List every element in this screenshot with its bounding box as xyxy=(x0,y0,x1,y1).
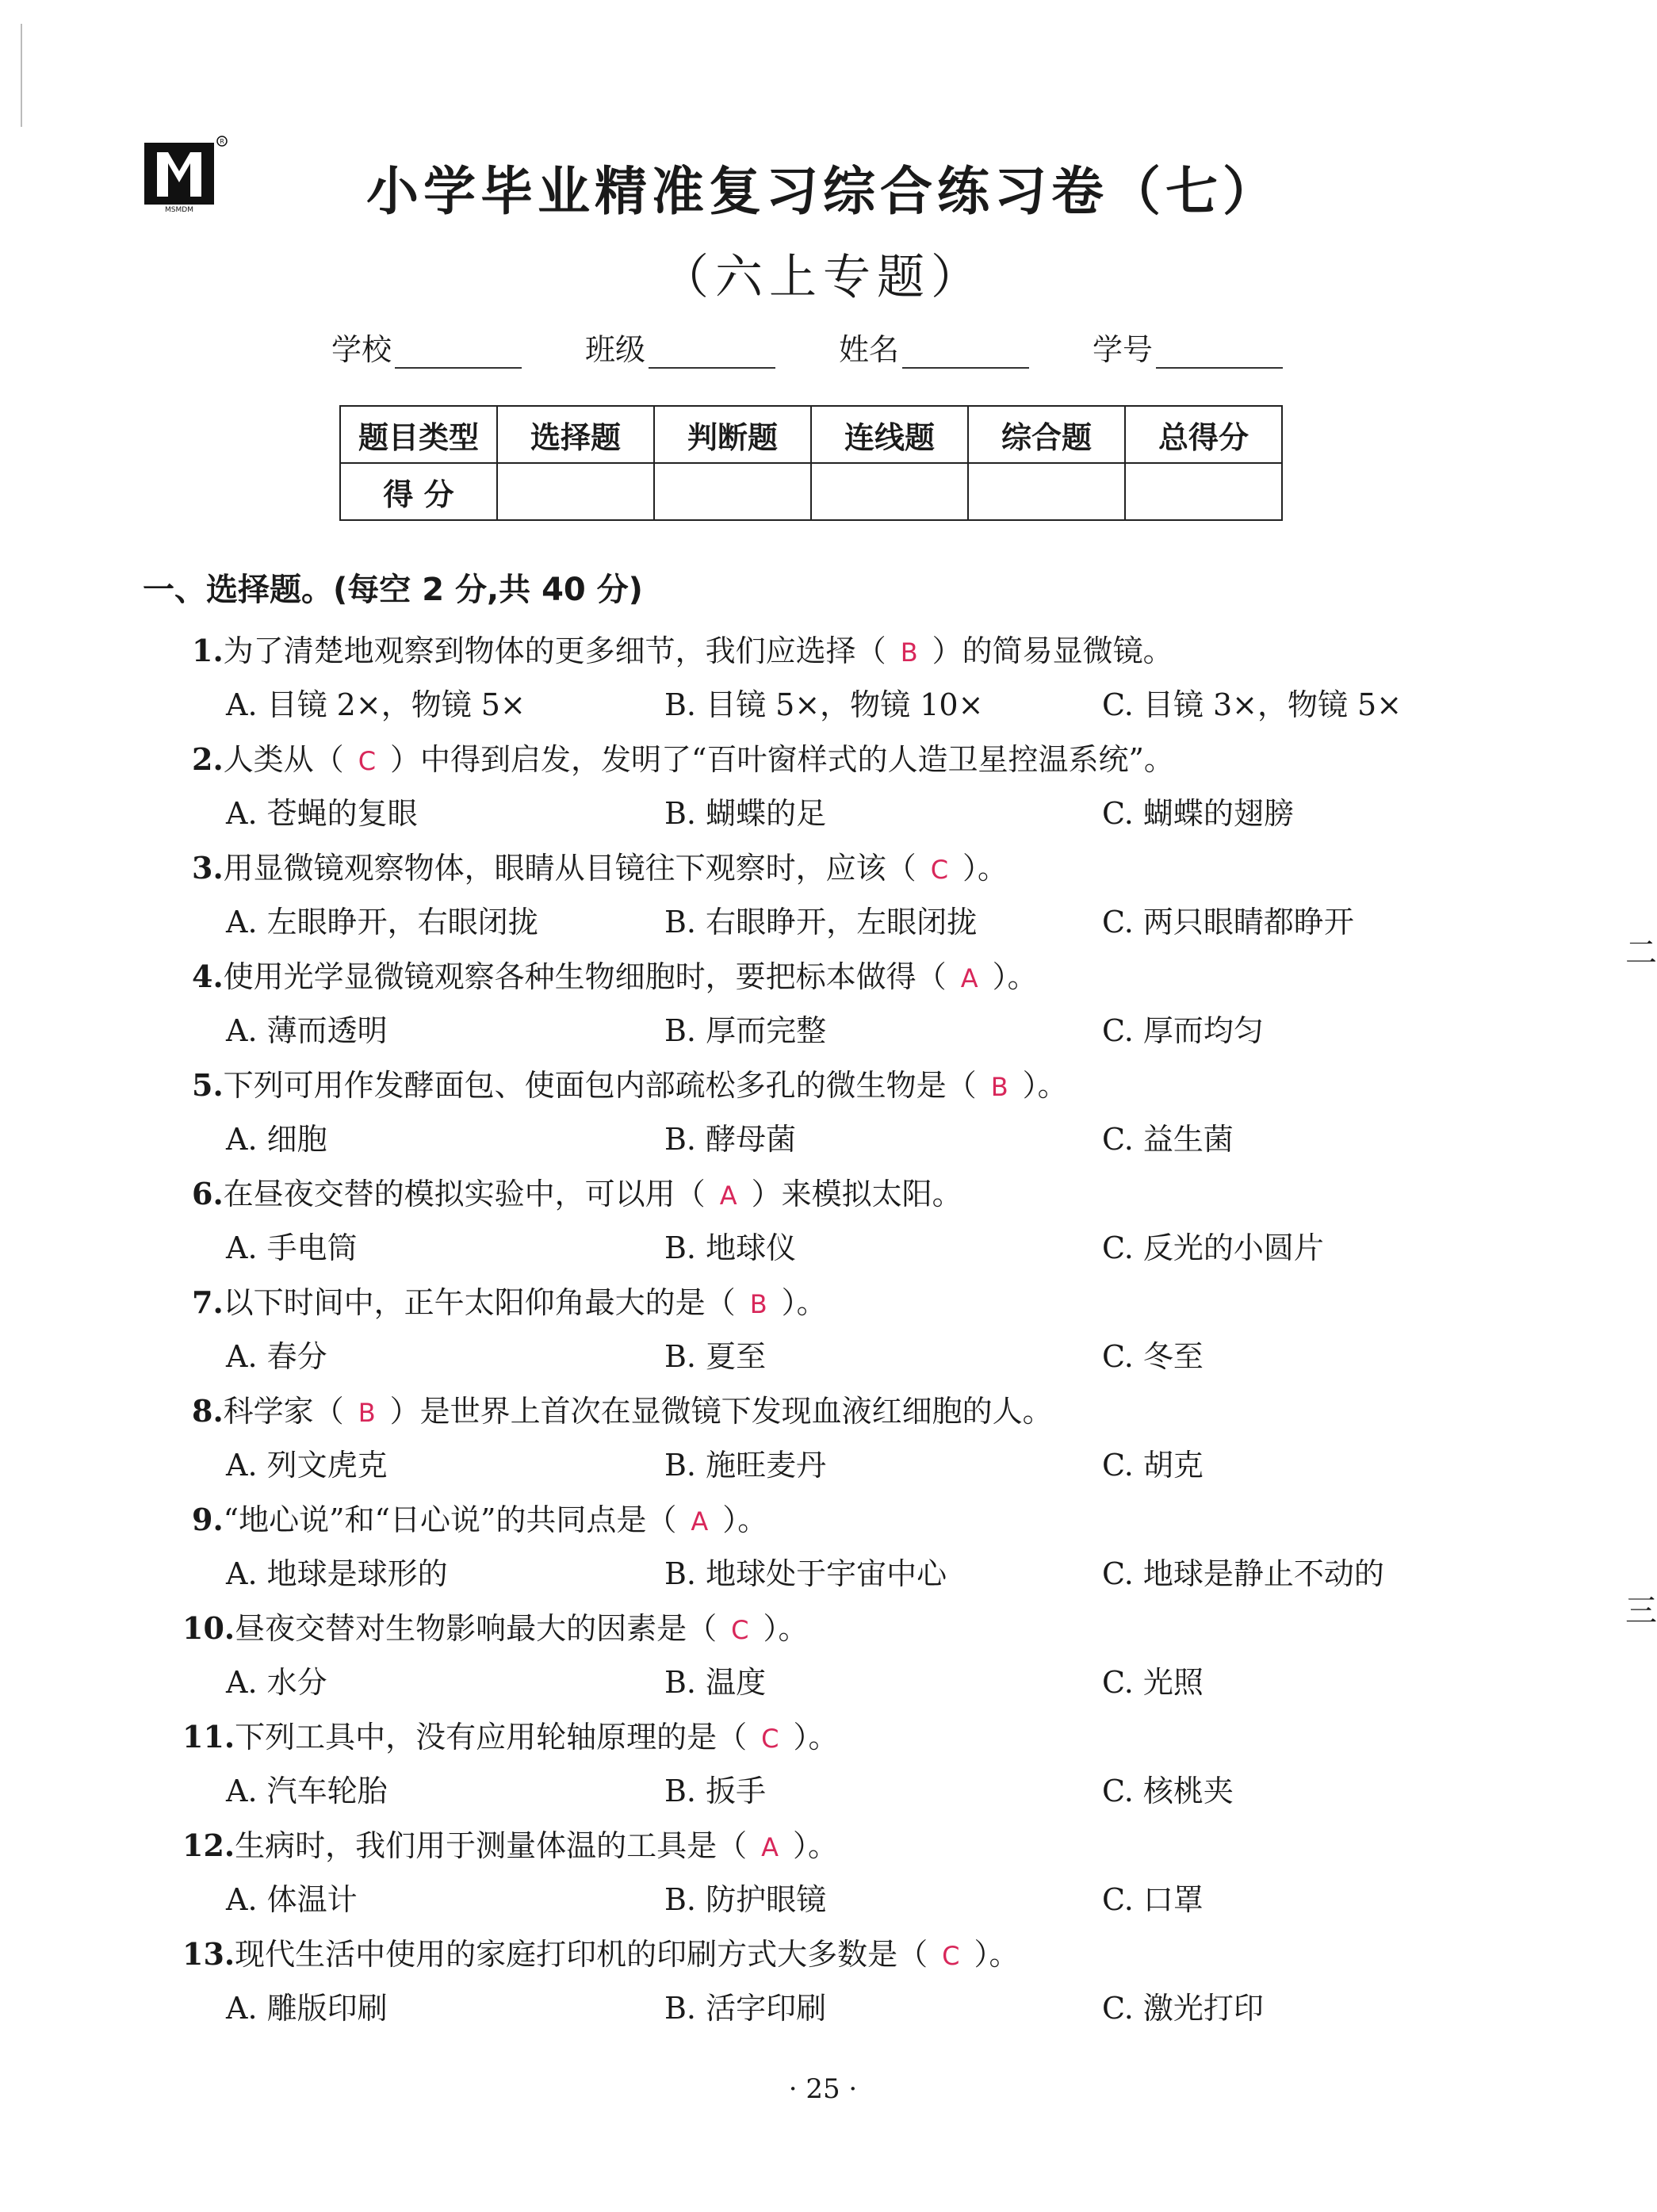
page-edge-line xyxy=(21,24,22,127)
answer-option[interactable]: B. 扳手 xyxy=(664,1774,767,1808)
score-table-header: 综合题 xyxy=(968,406,1125,463)
answer-option[interactable]: A. 苍蝇的复眼 xyxy=(226,796,418,831)
question-stem xyxy=(192,626,1173,670)
question-number: 12. xyxy=(182,1827,235,1863)
score-table-header: 题目类型 xyxy=(340,406,497,463)
margin-mark: 三 xyxy=(1625,1593,1657,1629)
question-text-end: ）。 xyxy=(992,959,1038,994)
answer-option[interactable]: B. 防护眼镜 xyxy=(664,1882,827,1917)
score-table-score-row xyxy=(340,463,1282,520)
question-number: 5. xyxy=(192,1067,224,1103)
score-cell[interactable] xyxy=(1125,463,1282,520)
score-table-header: 选择题 xyxy=(497,406,654,463)
question-text-end: ）。 xyxy=(962,851,1008,886)
score-cell[interactable] xyxy=(497,463,654,520)
question-stem xyxy=(192,1387,1053,1430)
answer-option[interactable]: A. 薄而透明 xyxy=(226,1013,388,1048)
question-text-end: ）的简易显微镜。 xyxy=(932,633,1173,668)
answer-option[interactable]: A. 手电筒 xyxy=(226,1230,358,1265)
answer-option[interactable]: C. 光照 xyxy=(1102,1665,1204,1700)
svg-text:R: R xyxy=(220,138,224,145)
school-field[interactable] xyxy=(331,325,522,369)
answer-option[interactable]: B. 右眼睁开，左眼闭拢 xyxy=(664,905,978,940)
score-table xyxy=(339,405,1283,521)
class-field[interactable] xyxy=(585,325,775,369)
answer-mark[interactable]: C xyxy=(358,746,377,776)
question-text-end: ）。 xyxy=(1022,1068,1068,1103)
question-stem xyxy=(192,1278,827,1322)
answer-option[interactable]: C. 激光打印 xyxy=(1102,1991,1264,2026)
answer-mark[interactable]: A xyxy=(761,1832,779,1862)
answer-option[interactable]: C. 口罩 xyxy=(1102,1882,1204,1917)
score-cell[interactable] xyxy=(654,463,811,520)
question-stem xyxy=(182,1713,839,1756)
answer-option[interactable]: C. 益生菌 xyxy=(1102,1122,1234,1157)
question-number: 1. xyxy=(192,633,224,668)
answer-option[interactable]: B. 温度 xyxy=(664,1665,767,1700)
name-blank[interactable] xyxy=(902,335,1029,369)
question-number: 3. xyxy=(192,850,224,886)
question-text-end: ）。 xyxy=(974,1937,1020,1972)
student-id-label: 学号 xyxy=(1093,332,1154,367)
answer-option[interactable]: B. 夏至 xyxy=(664,1339,767,1374)
answer-option[interactable]: B. 地球仪 xyxy=(664,1230,797,1265)
question-number: 6. xyxy=(192,1176,224,1211)
margin-mark: 二 xyxy=(1625,935,1657,971)
question-stem xyxy=(192,952,1038,996)
score-table-header: 总得分 xyxy=(1125,406,1282,463)
score-cell[interactable] xyxy=(811,463,968,520)
class-label: 班级 xyxy=(585,332,646,367)
question-stem xyxy=(192,735,1174,779)
question-stem xyxy=(192,1495,767,1539)
question-number: 11. xyxy=(182,1719,235,1755)
answer-option[interactable]: C. 冬至 xyxy=(1102,1339,1204,1374)
class-blank[interactable] xyxy=(649,335,775,369)
question-text-end: ）。 xyxy=(781,1285,827,1320)
page-title: 小学毕业精准复习综合练习卷（七） xyxy=(366,161,1280,222)
student-id-field[interactable] xyxy=(1093,325,1283,369)
answer-mark[interactable]: C xyxy=(731,1615,749,1645)
question-number: 13. xyxy=(182,1936,235,1972)
question-text-end: ）来模拟太阳。 xyxy=(751,1177,962,1211)
answer-option[interactable]: B. 蝴蝶的足 xyxy=(664,796,827,831)
name-label: 姓名 xyxy=(839,332,900,367)
question-stem xyxy=(192,1061,1068,1104)
question-text: 生病时，我们用于测量体温的工具是（ xyxy=(235,1828,748,1863)
page-subtitle: （六上专题） xyxy=(661,250,985,305)
question-text: 使用光学显微镜观察各种生物细胞时，要把标本做得（ xyxy=(223,959,947,994)
school-label: 学校 xyxy=(331,332,392,367)
score-table-header: 连线题 xyxy=(811,406,968,463)
question-text: 用显微镜观察物体，眼睛从目镜往下观察时，应该（ xyxy=(223,851,917,886)
answer-mark[interactable]: C xyxy=(761,1724,779,1754)
answer-mark[interactable]: A xyxy=(719,1181,737,1211)
answer-mark[interactable]: B xyxy=(990,1072,1008,1102)
question-text-end: ）中得到启发，发明了“百叶窗样式的人造卫星控温系统”。 xyxy=(390,742,1174,777)
question-stem xyxy=(192,844,1008,887)
question-text-end: ）。 xyxy=(793,1720,839,1755)
answer-option[interactable]: A. 春分 xyxy=(226,1339,327,1374)
name-field[interactable] xyxy=(839,325,1029,369)
score-row-label: 得 分 xyxy=(340,463,497,520)
answer-option[interactable]: B. 酵母菌 xyxy=(664,1122,797,1157)
answer-option[interactable]: C. 目镜 3×，物镜 5× xyxy=(1102,687,1403,722)
question-stem xyxy=(192,1169,962,1213)
question-text-end: ）。 xyxy=(763,1611,809,1646)
score-table-header: 判断题 xyxy=(654,406,811,463)
answer-option[interactable]: A. 左眼睁开，右眼闭拢 xyxy=(226,905,538,940)
answer-option[interactable]: B. 活字印刷 xyxy=(664,1991,827,2026)
answer-option[interactable]: A. 雕版印刷 xyxy=(226,1991,388,2026)
question-stem xyxy=(182,1930,1020,1973)
answer-option[interactable]: B. 厚而完整 xyxy=(664,1013,827,1048)
question-stem xyxy=(182,1821,838,1865)
svg-text:MSMDM: MSMDM xyxy=(165,206,193,214)
answer-option[interactable]: A. 列文虎克 xyxy=(226,1448,388,1483)
answer-option[interactable]: C. 两只眼睛都睁开 xyxy=(1102,905,1354,940)
answer-mark[interactable]: C xyxy=(930,855,949,885)
question-number: 9. xyxy=(192,1502,224,1537)
score-cell[interactable] xyxy=(968,463,1125,520)
page-number: · 25 · xyxy=(788,2073,858,2105)
answer-option[interactable]: A. 汽车轮胎 xyxy=(226,1774,388,1808)
answer-mark[interactable]: A xyxy=(960,963,978,993)
answer-option[interactable]: C. 地球是静止不动的 xyxy=(1102,1556,1384,1591)
question-text: 以下时间中，正午太阳仰角最大的是（ xyxy=(223,1285,736,1320)
answer-option[interactable]: B. 地球处于宇宙中心 xyxy=(664,1556,947,1591)
answer-option[interactable]: A. 细胞 xyxy=(226,1122,327,1157)
question-number: 4. xyxy=(192,959,224,994)
answer-mark[interactable]: B xyxy=(749,1289,767,1319)
answer-option[interactable]: A. 地球是球形的 xyxy=(226,1556,448,1591)
answer-mark[interactable]: C xyxy=(942,1941,960,1971)
answer-mark[interactable]: A xyxy=(691,1506,709,1537)
score-table-header-row xyxy=(340,406,1282,463)
question-text: 为了清楚地观察到物体的更多细节，我们应选择（ xyxy=(223,633,886,668)
section-title: 一、选择题。(每空 2 分,共 40 分) xyxy=(143,572,643,608)
question-text: 在昼夜交替的模拟实验中，可以用（ xyxy=(223,1177,706,1211)
answer-option[interactable]: C. 蝴蝶的翅膀 xyxy=(1102,796,1294,831)
question-text-end: ）。 xyxy=(722,1502,768,1537)
school-blank[interactable] xyxy=(395,335,522,369)
question-text: 人类从（ xyxy=(223,742,344,777)
question-text: 昼夜交替对生物影响最大的因素是（ xyxy=(235,1611,718,1646)
question-number: 10. xyxy=(182,1610,235,1646)
question-text-end: ）。 xyxy=(793,1828,839,1863)
answer-option[interactable]: A. 目镜 2×，物镜 5× xyxy=(226,687,526,722)
question-text: 现代生活中使用的家庭打印机的印刷方式大多数是（ xyxy=(235,1937,928,1972)
answer-option[interactable]: C. 厚而均匀 xyxy=(1102,1013,1264,1048)
question-text-end: ）是世界上首次在显微镜下发现血液红细胞的人。 xyxy=(389,1394,1053,1429)
answer-option[interactable]: C. 反光的小圆片 xyxy=(1102,1230,1324,1265)
question-text: 下列工具中，没有应用轮轴原理的是（ xyxy=(235,1720,748,1755)
student-id-blank[interactable] xyxy=(1156,335,1283,369)
question-number: 2. xyxy=(192,741,224,777)
question-stem xyxy=(182,1604,809,1648)
answer-option[interactable]: A. 水分 xyxy=(226,1665,327,1700)
question-text: “地心说”和“日心说”的共同点是（ xyxy=(223,1502,677,1537)
answer-option[interactable]: B. 目镜 5×，物镜 10× xyxy=(664,687,984,722)
question-number: 8. xyxy=(192,1393,224,1429)
answer-mark[interactable]: B xyxy=(358,1398,376,1428)
question-text: 下列可用作发酵面包、使面包内部疏松多孔的微生物是（ xyxy=(223,1068,977,1103)
answer-option[interactable]: C. 核桃夹 xyxy=(1102,1774,1234,1808)
answer-option[interactable]: A. 体温计 xyxy=(226,1882,358,1917)
answer-option[interactable]: B. 施旺麦丹 xyxy=(664,1448,827,1483)
question-number: 7. xyxy=(192,1284,224,1320)
question-text: 科学家（ xyxy=(223,1394,344,1429)
answer-option[interactable]: C. 胡克 xyxy=(1102,1448,1204,1483)
answer-mark[interactable]: B xyxy=(900,637,918,668)
